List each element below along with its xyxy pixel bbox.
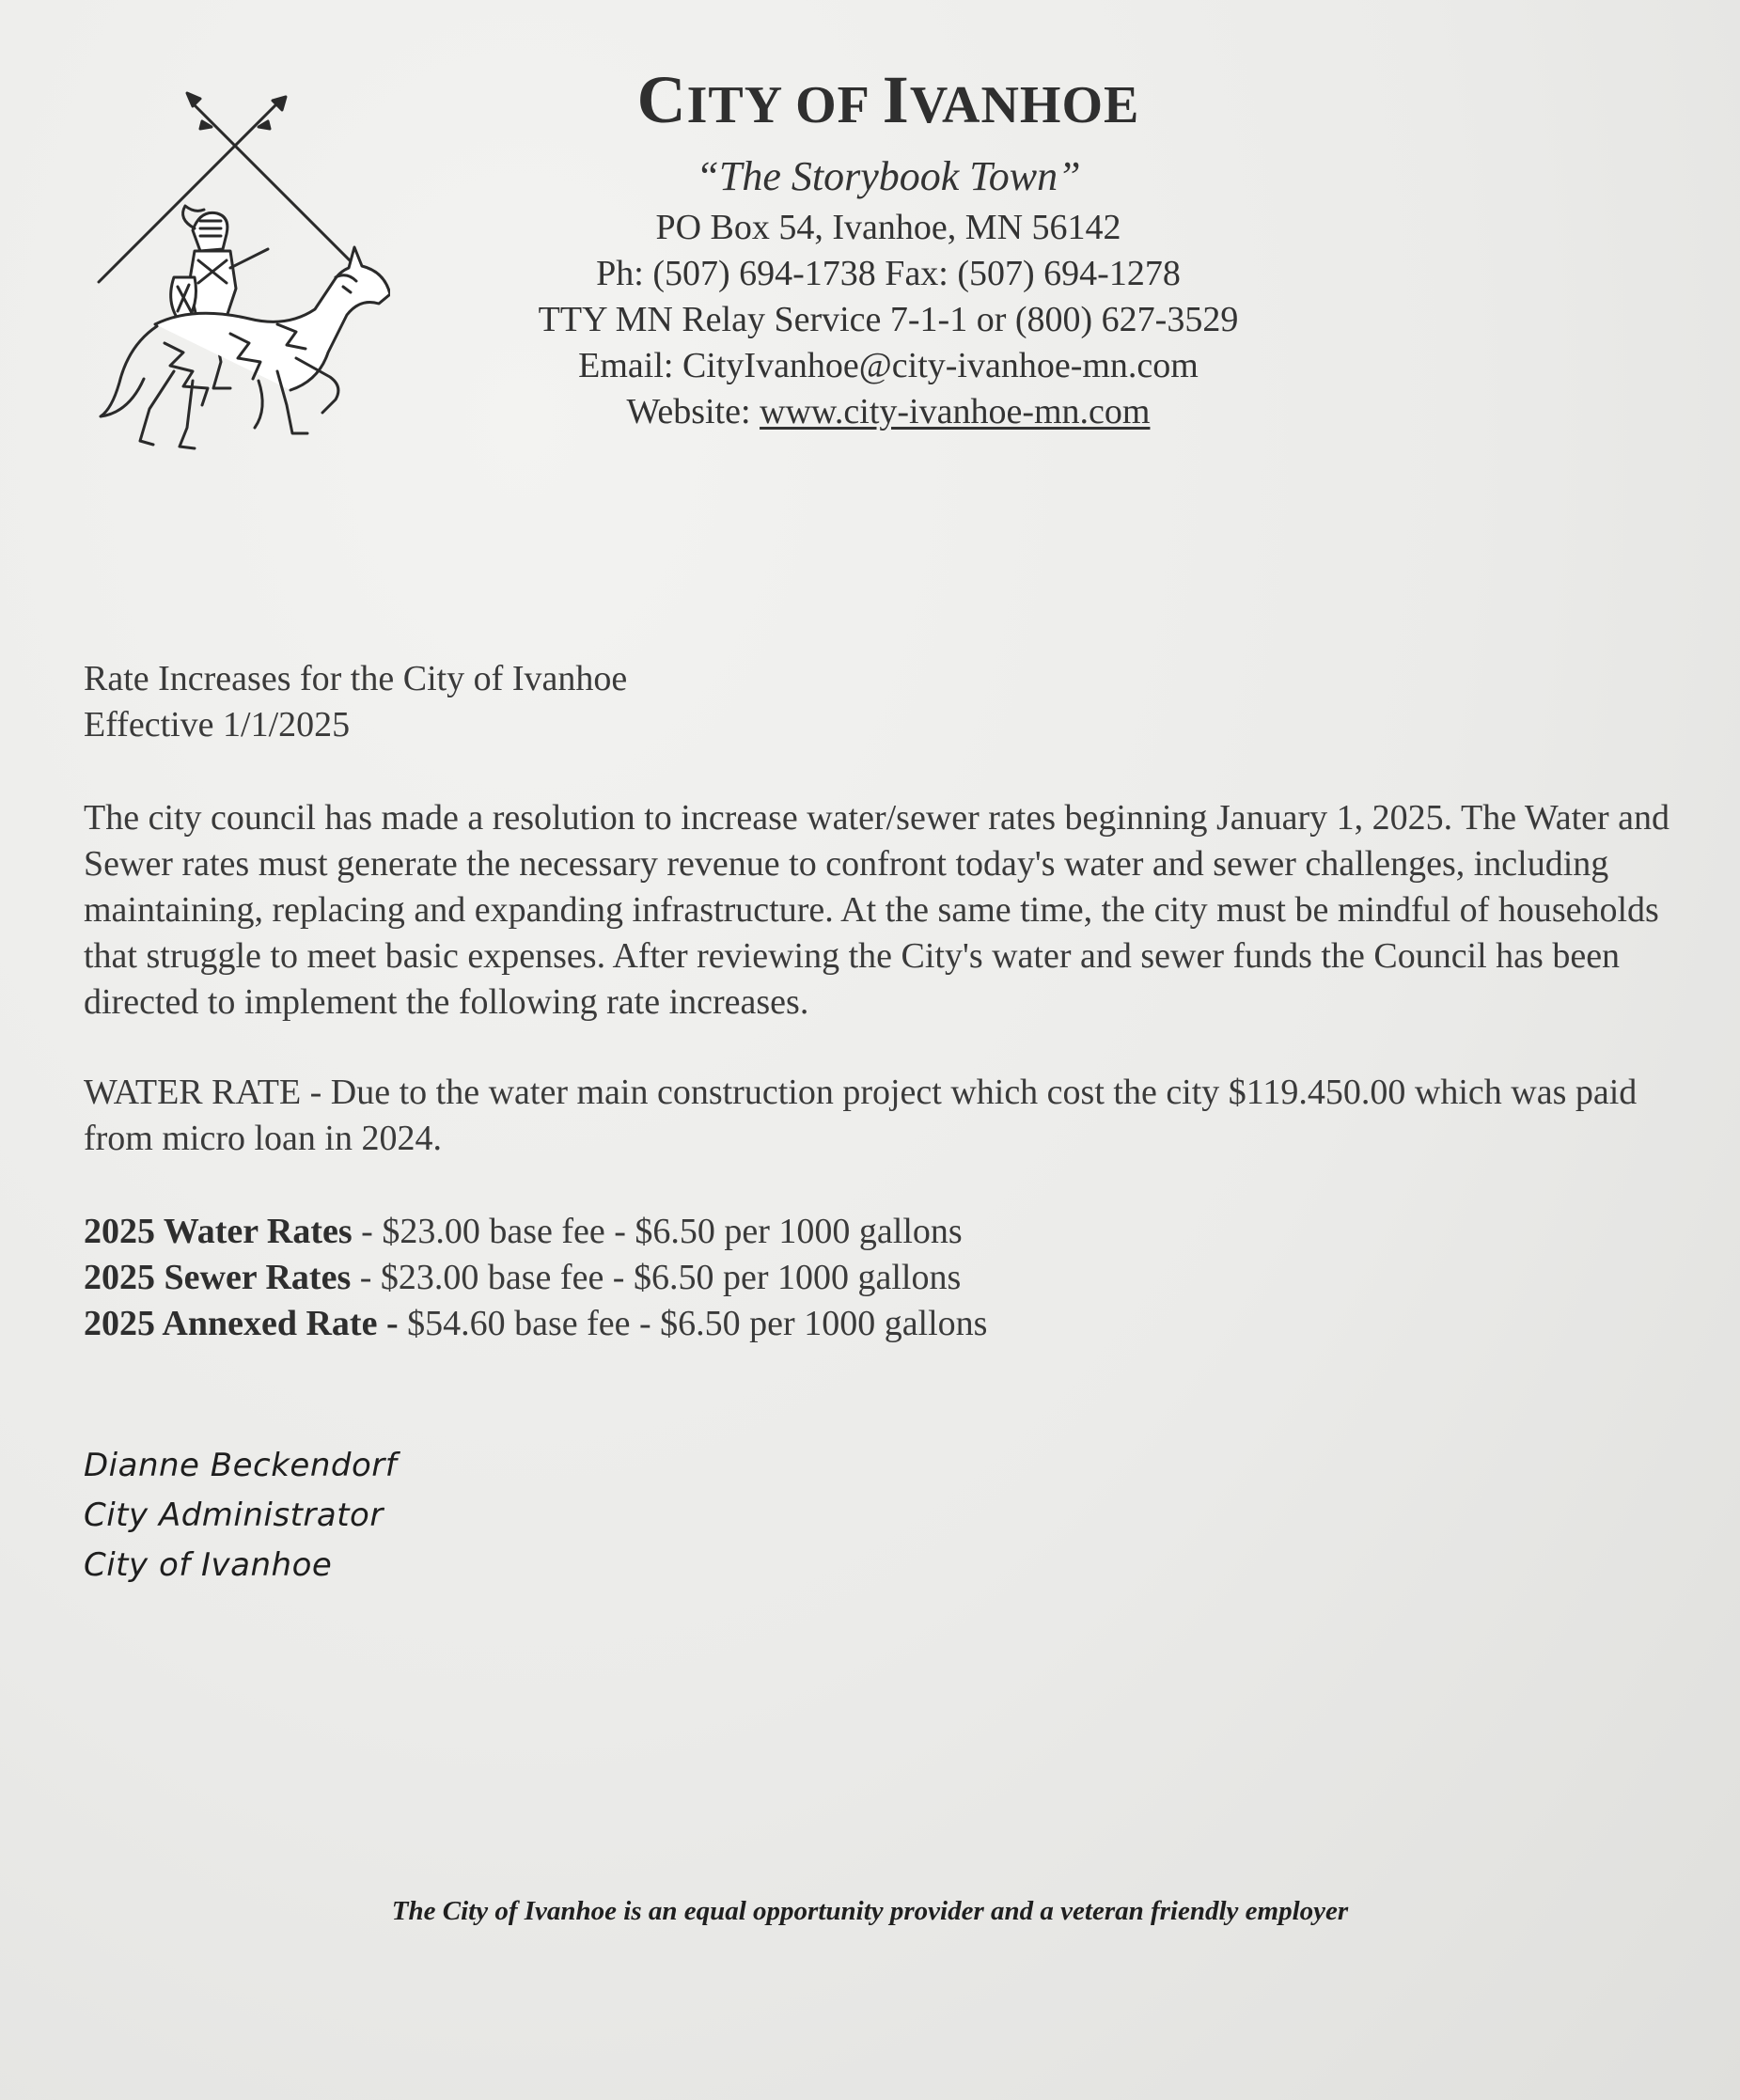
notice-body [84,656,1682,1591]
city-title-initial-i: I [882,62,910,137]
knight-on-horse-logo-icon [89,89,390,484]
water-rate-paragraph: WATER RATE - Due to the water main construction project which cost the city $119.450.00 which was paid from micro loan in 2024. [84,1073,1638,1158]
city-title-initial-c: C [636,62,687,137]
signature-org: City of Ivanhoe [84,1546,333,1584]
city-motto: “The Storybook Town” [696,153,1081,199]
website-label: Website: [626,392,760,431]
signature-title: City Administrator [84,1497,384,1534]
city-email: Email: CityIvanhoe@city-ivanhoe-mn.com [578,346,1199,385]
rate-label: 2025 Annexed Rate - [84,1304,399,1343]
intro-paragraph: The city council has made a resolution to increase water/sewer rates beginning January 1, 2025. The Water and Sewer rates must generate the necessary revenue to confront today's water and sewer challenges, including maintaining, replacing and expanding infrastructure. At the same time, the city must be mindful of households that struggle to meet basic expenses. After reviewing the City's water and sewer funds the Council has been directed to implement the following rate increases. [84,798,1670,1022]
rate-detail: - $23.00 base fee - $6.50 per 1000 gallons [351,1258,962,1297]
equal-opportunity-footer: The City of Ivanhoe is an equal opportunity provider and a veteran friendly employer [391,1896,1349,1926]
city-title-part-1: ITY OF [686,76,883,134]
signature-block [84,1441,1682,1591]
signature-name: Dianne Beckendorf [84,1447,398,1484]
rate-label: 2025 Sewer Rates [84,1258,352,1297]
notice-heading: Rate Increases for the City of Ivanhoe [84,659,628,698]
rate-line-water [84,1209,1682,1255]
rate-line-annexed [84,1301,1682,1347]
city-phone-fax: Ph: (507) 694-1738 Fax: (507) 694-1278 [596,254,1181,293]
website-link[interactable]: www.city-ivanhoe-mn.com [760,392,1151,431]
city-website-line [470,389,1307,435]
city-address: PO Box 54, Ivanhoe, MN 56142 [655,208,1121,247]
city-title-part-2: VANHOE [909,76,1140,134]
letterhead [470,56,1307,435]
rate-detail: - $23.00 base fee - $6.50 per 1000 gallons [352,1212,963,1251]
rate-line-sewer [84,1255,1682,1301]
rate-label: 2025 Water Rates [84,1212,353,1251]
notice-effective-date: Effective 1/1/2025 [84,705,351,744]
city-tty: TTY MN Relay Service 7-1-1 or (800) 627-3529 [538,300,1239,339]
rate-detail: $54.60 base fee - $6.50 per 1000 gallons [398,1304,988,1343]
city-title [470,56,1307,149]
